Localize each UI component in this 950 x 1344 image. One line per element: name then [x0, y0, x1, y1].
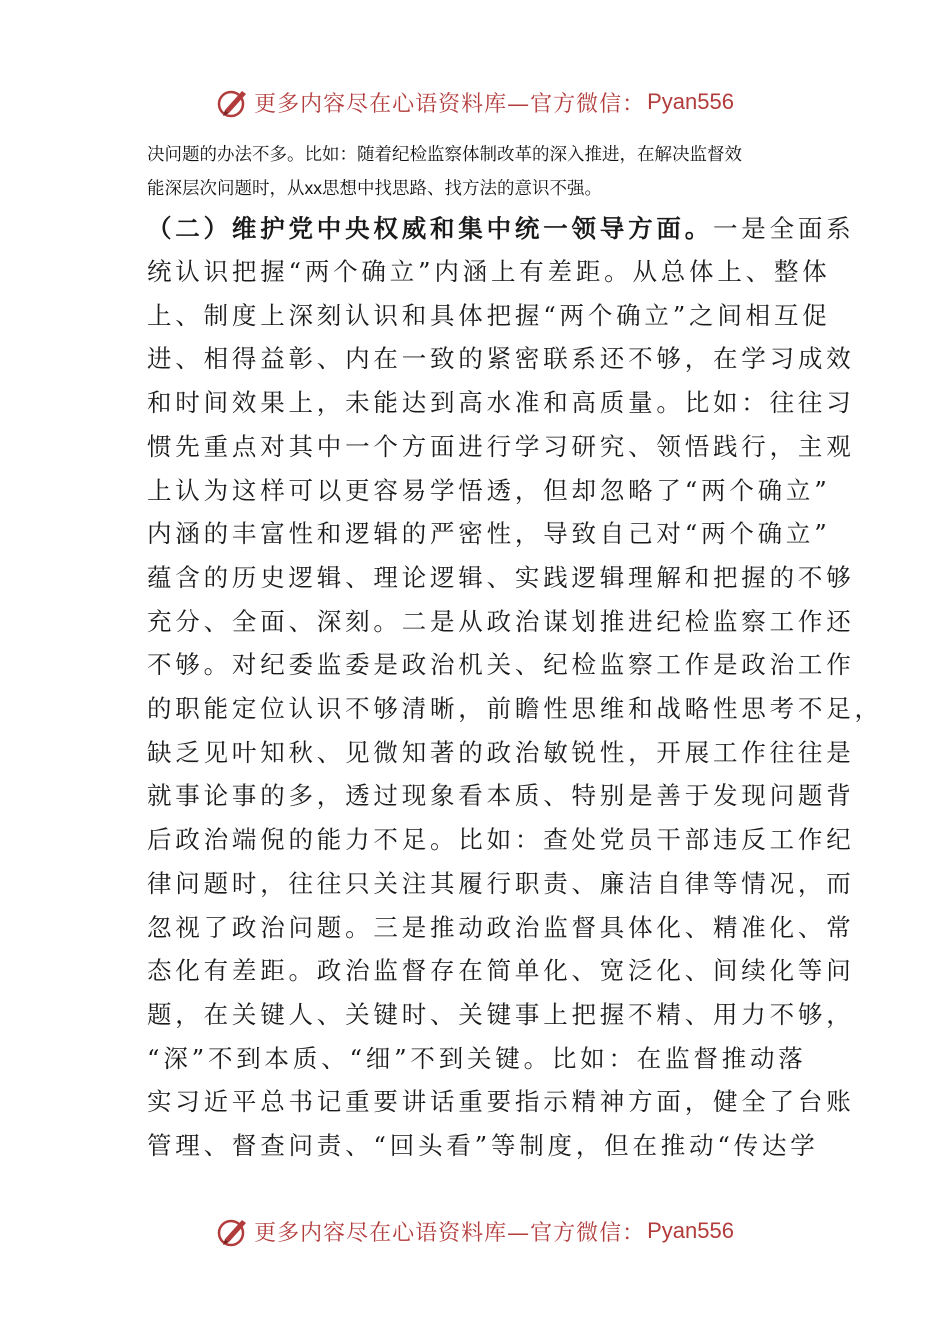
paragraph-line: 惯先重点对其中一个方面进行学习研究、领悟践行，主观 — [147, 431, 855, 461]
paragraph-line: “深”不到本质、“细”不到关键。比如：在监督推动落 — [147, 1043, 807, 1073]
paragraph-line: 律问题时，往往只关注其履行职责、廉洁自律等情况，而 — [147, 868, 855, 898]
section-first-line: （二）维护党中央权威和集中统一领导方面。一是全面系 — [147, 214, 855, 243]
paragraph-line: 忽视了政治问题。三是推动政治监督具体化、精准化、常 — [147, 912, 855, 942]
intro-line-2: 能深层次问题时，从xx思想中找思路、找方法的意识不强。 — [147, 178, 602, 199]
watermark-banner-bottom — [0, 1211, 950, 1251]
paragraph-line: 上、制度上深刻认识和具体把握“两个确立”之间相互促 — [147, 300, 831, 330]
paragraph-line: 统认识把握“两个确立”内涵上有差距。从总体上、整体 — [147, 257, 831, 286]
paragraph-line: 的职能定位认识不够清晰，前瞻性思维和战略性思考不足， — [147, 694, 883, 723]
paragraph-line: 管理、督查问责、“回头看”等制度，但在推动“传达学 — [147, 1131, 819, 1160]
paragraph-line: 充分、全面、深刻。二是从政治谋划推进纪检监察工作还 — [147, 606, 855, 636]
paragraph-line: 进、相得益彰、内在一致的紧密联系还不够，在学习成效 — [147, 344, 855, 374]
paragraph-line: 上认为这样可以更容易学悟透，但却忽略了“两个确立” — [147, 475, 831, 505]
paragraph-line: 内涵的丰富性和逻辑的严密性，导致自己对“两个确立” — [147, 519, 831, 549]
paragraph-line: 态化有差距。政治监督存在简单化、宽泛化、间续化等问 — [147, 956, 855, 986]
watermark-banner-top — [0, 82, 950, 122]
paragraph-line: 蕴含的历史逻辑、理论逻辑、实践逻辑理解和把握的不够 — [147, 562, 855, 592]
paragraph-line: 不够。对纪委监委是政治机关、纪检监察工作是政治工作 — [147, 650, 855, 680]
paragraph-line: 缺乏见叶知秋、见微知著的政治敏锐性，开展工作往往是 — [147, 737, 855, 767]
watermark-text: 更多内容尽在心语资料库—官方微信： — [254, 1220, 646, 1246]
watermark-handle: Pyan556 — [647, 1218, 734, 1243]
paragraph-line: 后政治端倪的能力不足。比如：查处党员干部违反工作纪 — [147, 825, 855, 855]
pen-logo-icon — [216, 1214, 250, 1248]
section-heading: （二）维护党中央权威和集中统一领导方面。 — [147, 214, 713, 243]
paragraph-line: 和时间效果上，未能达到高水准和高质量。比如：往往习 — [147, 388, 855, 418]
pen-logo-icon — [216, 85, 250, 119]
paragraph-line: 题，在关键人、关键时、关键事上把握不精、用力不够， — [147, 999, 855, 1029]
watermark-handle: Pyan556 — [647, 89, 734, 114]
paragraph-line: 实习近平总书记重要讲话重要指示精神方面，健全了台账 — [147, 1087, 855, 1117]
watermark-text: 更多内容尽在心语资料库—官方微信： — [254, 91, 646, 117]
intro-line-1: 决问题的办法不多。比如：随着纪检监察体制改革的深入推进，在解决监督效 — [147, 145, 742, 165]
paragraph-line: 就事论事的多，透过现象看本质、特别是善于发现问题背 — [147, 781, 855, 811]
